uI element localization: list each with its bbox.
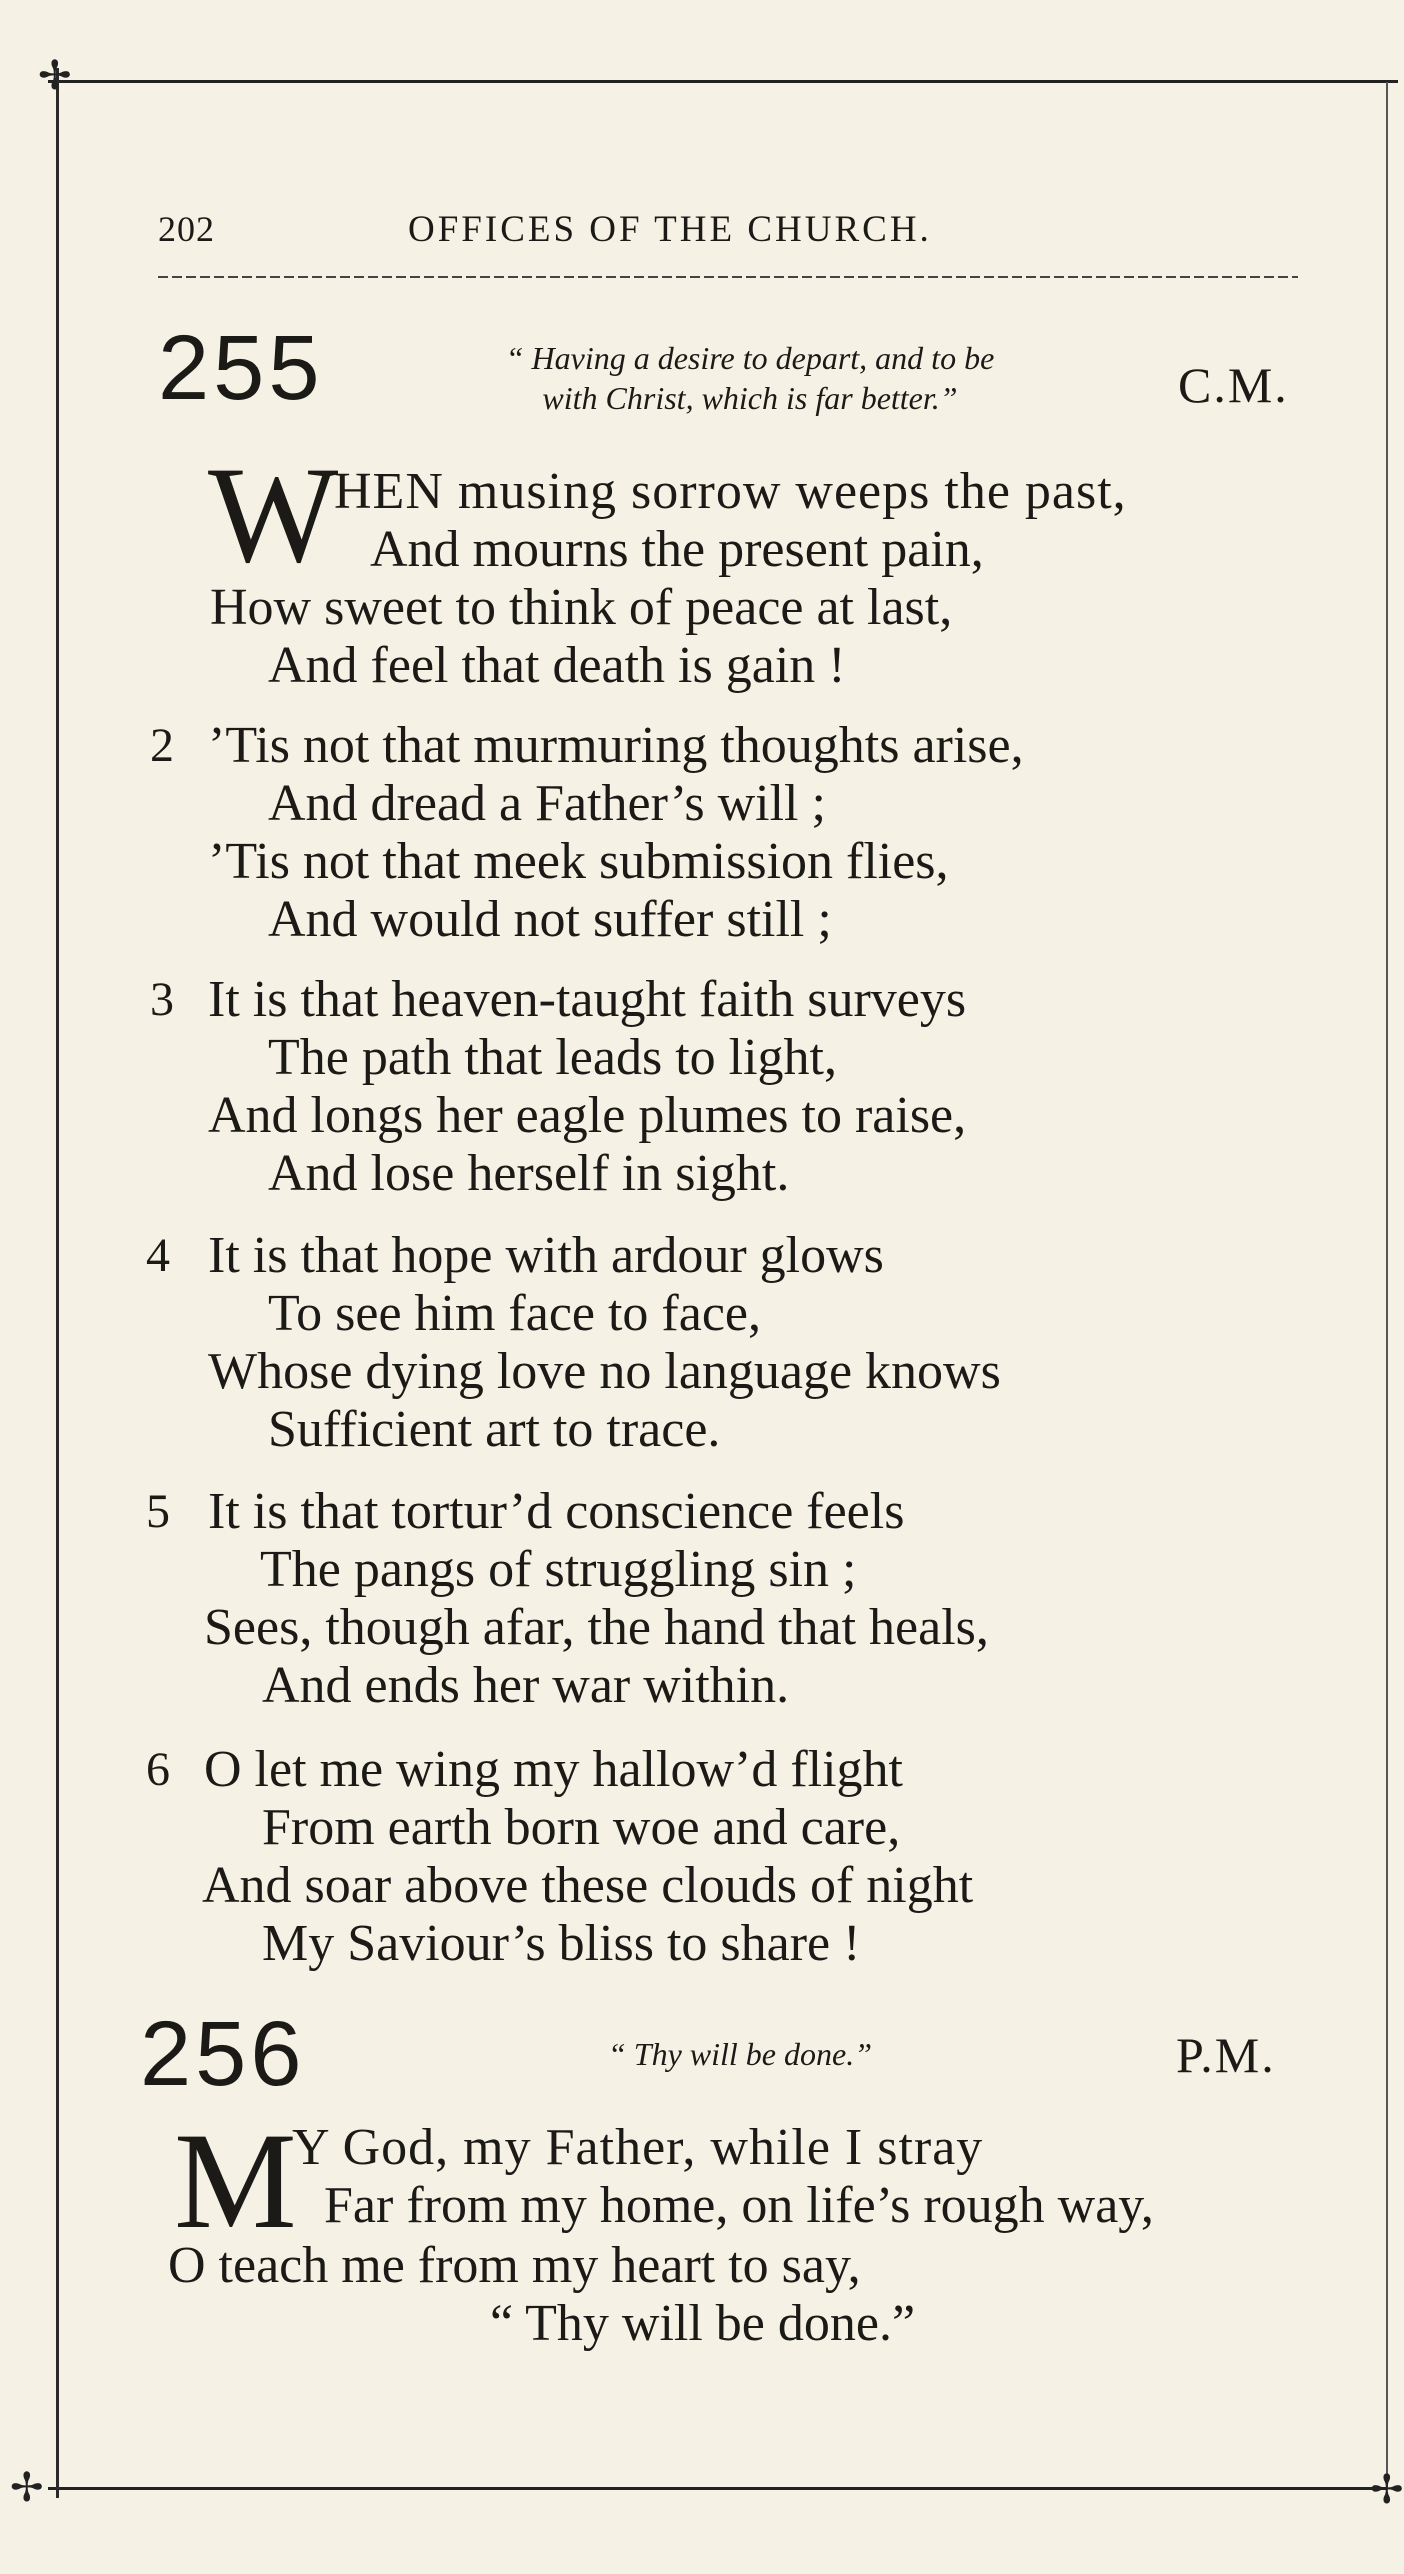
right-border-rule [1386, 82, 1388, 2490]
hymn-255-verse-6-line-3: And soar above these clouds of night [202, 1857, 974, 1914]
bottom-right-cross-icon: ✢ [1370, 2467, 1404, 2513]
hymn-255-verse-6-number: 6 [146, 1743, 170, 1796]
hymn-255-verse-3-line-2: The path that leads to light, [268, 1029, 837, 1086]
hymn-255-verse-2-line-2: And dread a Father’s will ; [268, 775, 826, 832]
hymn-number-256: 256 [140, 2003, 306, 2105]
hymn-255-verse-3-line-4: And lose herself in sight. [268, 1145, 790, 1202]
hymn-256-line-1: Y God, my Father, while I stray [292, 2119, 984, 2176]
hymn-256-epigraph: “ Thy will be done.” [607, 2036, 872, 2072]
hymn-255-verse-5-line-4: And ends her war within. [262, 1657, 790, 1714]
hymn-255-verse-5-line-1: It is that tortur’d conscience feels [208, 1483, 905, 1540]
hymn-255-verse-6-line-2: From earth born woe and care, [262, 1799, 901, 1856]
running-head: OFFICES OF THE CHURCH. [408, 209, 932, 250]
hymn-number-255: 255 [158, 317, 324, 419]
hymn-255-verse-4-line-4: Sufficient art to trace. [268, 1401, 721, 1458]
top-border-rule [48, 80, 1398, 83]
hymn-255-epigraph-line-2: with Christ, which is far better.” [542, 380, 958, 416]
hymn-255-verse-1-line-4: And feel that death is gain ! [268, 637, 846, 694]
hymn-255-verse-2-number: 2 [150, 719, 174, 772]
hymn-255-verse-2-line-4: And would not suffer still ; [268, 891, 832, 948]
hymn-256-line-2: Far from my home, on life’s rough way, [324, 2177, 1154, 2234]
hymn-255-verse-4-line-1: It is that hope with ardour glows [208, 1227, 884, 1284]
hymn-255-verse-5-number: 5 [146, 1485, 170, 1538]
page-number: 202 [158, 209, 215, 249]
hymn-256-line-4: “ Thy will be done.” [490, 2295, 916, 2352]
hymn-255-verse-5-line-3: Sees, though afar, the hand that heals, [204, 1599, 989, 1656]
bottom-border-rule [48, 2487, 1388, 2490]
bottom-left-cross-icon: ✢ [10, 2465, 44, 2511]
hymn-255-verse-5-line-2: The pangs of struggling sin ; [260, 1541, 857, 1598]
hymn-255-verse-4-line-3: Whose dying love no language knows [208, 1343, 1001, 1400]
hymn-255-verse-3-line-3: And longs her eagle plumes to raise, [208, 1087, 967, 1144]
hymn-256-meter: P.M. [1176, 2027, 1276, 2083]
hymn-255-verse-2-line-3: ’Tis not that meek submission flies, [208, 833, 949, 890]
hymn-256-line-3: O teach me from my heart to say, [168, 2237, 861, 2294]
hymn-255-verse-2-line-1: ’Tis not that murmuring thoughts arise, [208, 717, 1024, 774]
hymn-255-meter: C.M. [1178, 357, 1289, 413]
hymn-255-verse-3-line-1: It is that heaven-taught faith surveys [208, 971, 967, 1028]
hymn-255-verse-1-line-1: HEN musing sorrow weeps the past, [334, 463, 1127, 520]
hymn-255-epigraph-line-1: “ Having a desire to depart, and to be [505, 340, 995, 376]
hymn-255-verse-6-line-1: O let me wing my hallow’d flight [204, 1741, 904, 1798]
hymn-255-verse-3-number: 3 [150, 973, 174, 1026]
left-border-rule [56, 68, 59, 2498]
top-left-cross-icon: ✢ [38, 53, 72, 99]
hymn-255-verse-1-line-3: How sweet to think of peace at last, [210, 579, 953, 636]
hymn-255-verse-1-line-2: And mourns the present pain, [370, 521, 984, 578]
hymn-255-verse-4-line-2: To see him face to face, [268, 1285, 761, 1342]
hymn-255-verse-4-number: 4 [146, 1229, 170, 1282]
header-rule [158, 276, 1298, 278]
hymn-255-drop-cap: W [208, 438, 339, 591]
hymn-256-drop-cap: M [174, 2104, 297, 2257]
hymn-255-verse-6-line-4: My Saviour’s bliss to share ! [262, 1915, 861, 1972]
